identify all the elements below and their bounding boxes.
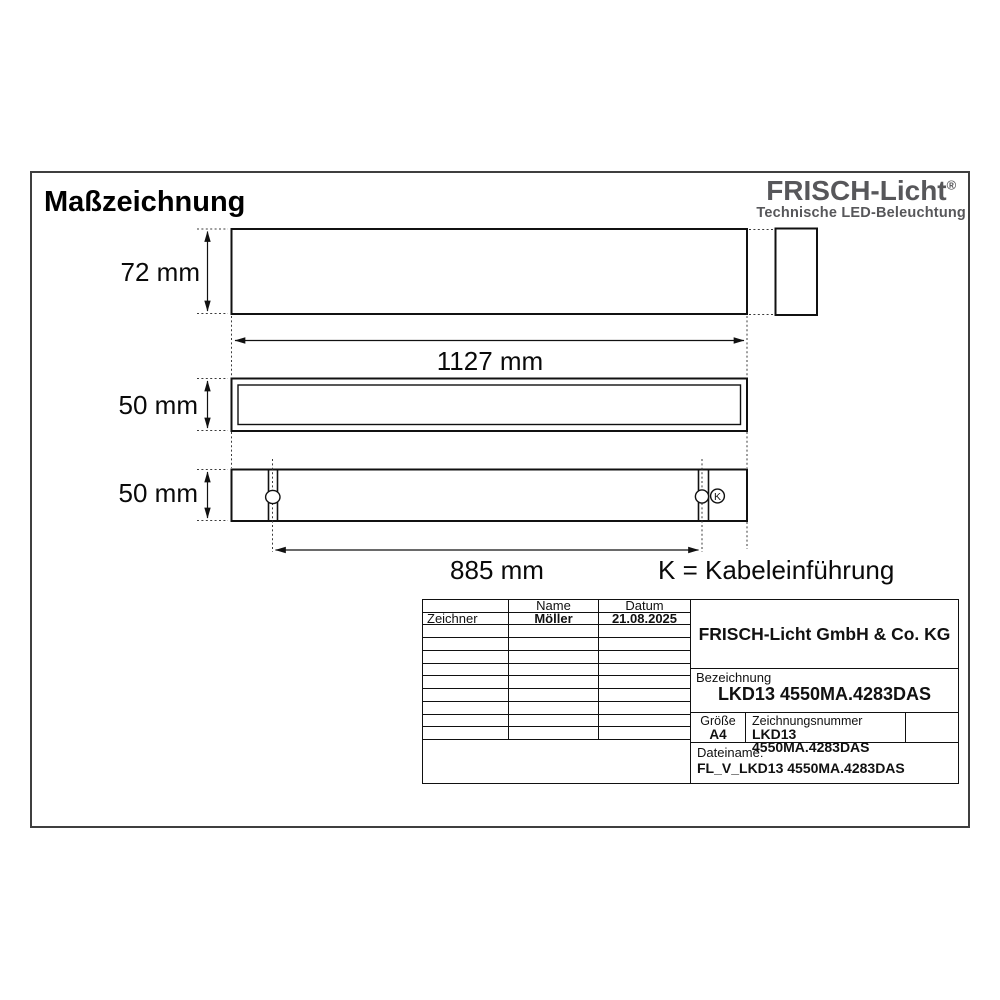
table-row [423, 638, 690, 651]
dim-label-885mm: 885 mm [450, 555, 544, 585]
zeichner-name: Möller [509, 613, 599, 625]
page-title: Maßzeichnung [44, 186, 246, 218]
table-row [423, 702, 690, 715]
spare-cell [906, 713, 958, 742]
title-block [422, 599, 959, 784]
table-row [423, 651, 690, 664]
table-header-row [423, 600, 690, 613]
bezeichnung-value: LKD13 4550MA.4283DAS [717, 684, 932, 704]
dim-label-1127mm: 1127 mm [436, 346, 544, 376]
dim-label-72mm: 72 mm [120, 257, 200, 287]
zeichnungsnummer-value: LKD13 4550MA.4283DAS [752, 726, 870, 755]
zeichnungsnummer-cell [746, 713, 906, 755]
title-block-revision-table [423, 600, 690, 740]
brand-name-text: FRISCH-Licht [766, 175, 947, 206]
header-empty-cell [423, 600, 509, 612]
view-bottom [232, 470, 748, 522]
groesse-cell [691, 713, 746, 742]
view-end-cap [776, 229, 818, 316]
company-name: FRISCH-Licht GmbH & Co. KG [691, 600, 958, 669]
table-row-zeichner [423, 613, 690, 626]
dateiname-label: Dateiname: [697, 745, 764, 760]
cable-entry-circle-left [266, 490, 280, 503]
brand-tagline: Technische LED-Beleuchtung [756, 205, 966, 221]
header-name: Name [509, 600, 599, 612]
registered-mark: ® [946, 177, 957, 193]
bezeichnung-cell [691, 669, 958, 713]
zeichnungsnummer-label: Zeichnungsnummer [752, 714, 863, 728]
view-front [232, 229, 748, 314]
dim-label-50mm-top: 50 mm [118, 390, 198, 420]
table-row [423, 664, 690, 677]
zeichner-role: Zeichner [423, 613, 509, 625]
cable-entry-circle-right [695, 490, 708, 503]
legend-kabeleinfuehrung: K = Kabeleinführung [658, 555, 895, 585]
table-row [423, 715, 690, 728]
cable-marker-letter: K [713, 491, 722, 504]
groesse-value: A4 [709, 727, 727, 742]
table-row [423, 676, 690, 689]
zeichner-date: 21.08.2025 [611, 612, 678, 626]
dim-label-50mm-bottom: 50 mm [118, 478, 198, 508]
bezeichnung-label: Bezeichnung [696, 670, 772, 685]
title-block-main [690, 600, 958, 783]
table-row [423, 689, 690, 702]
table-row [423, 625, 690, 638]
header-datum: Datum [625, 600, 664, 613]
groesse-label: Größe [700, 714, 736, 728]
dateiname-value: FL_V_LKD13 4550MA.4283DAS [697, 760, 905, 776]
table-row [423, 727, 690, 740]
view-top [232, 379, 748, 432]
